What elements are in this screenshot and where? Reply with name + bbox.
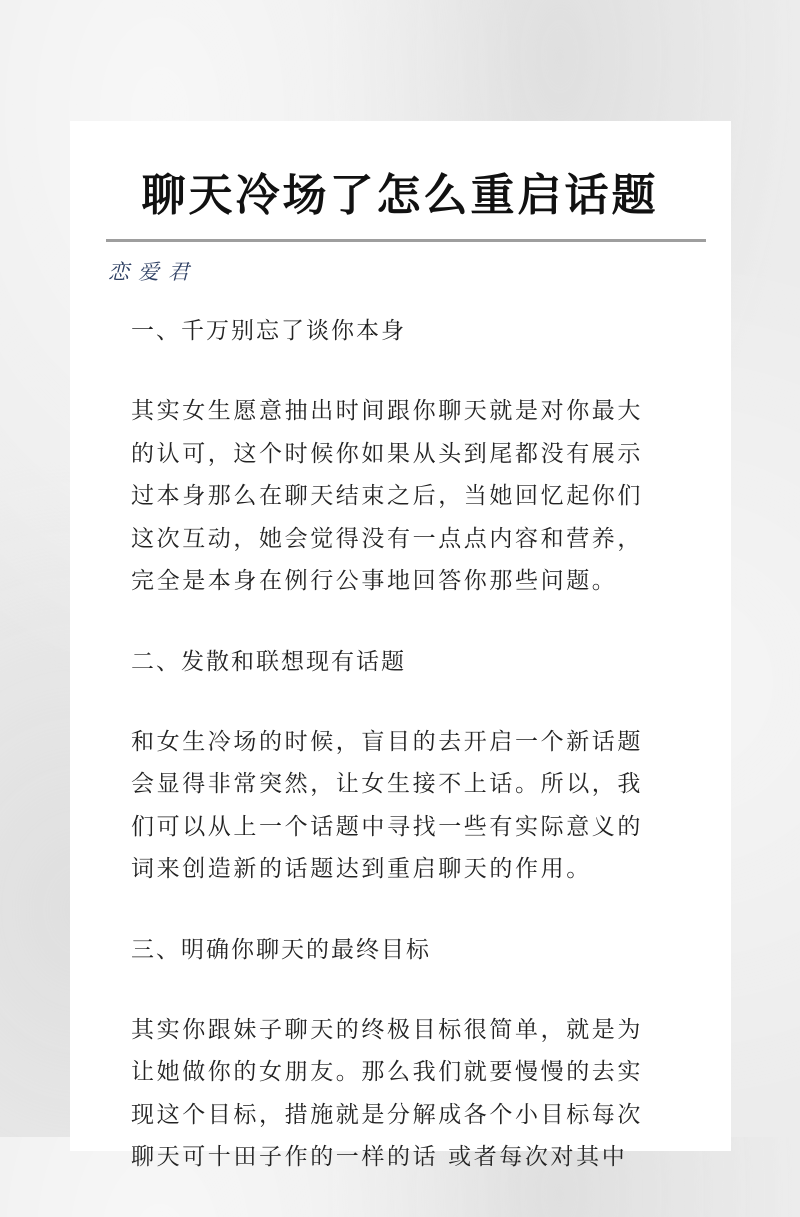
title-divider	[106, 239, 706, 242]
author-name: 恋爱君	[108, 260, 198, 284]
paragraph-line: 和女生冷场的时候，盲目的去开启一个新话题	[131, 728, 643, 755]
section-2	[131, 641, 691, 891]
paragraph-line: 其实你跟妹子聊天的终极目标很简单，就是为	[131, 1016, 643, 1043]
paragraph-line: 其实女生愿意抽出时间跟你聊天就是对你最大	[131, 398, 643, 424]
paragraph-line: 会显得非常突然，让女生接不上话。所以，我	[131, 771, 643, 797]
paragraph-line: 完全是本身在例行公事地回答你那些问题。	[131, 568, 618, 594]
paragraph-line: 聊天可十田子作的一样的话 或者每次对其中	[131, 1144, 628, 1170]
section-3	[131, 929, 691, 1179]
article-body	[131, 310, 691, 1217]
section-paragraph	[131, 390, 691, 603]
section-paragraph	[131, 721, 691, 891]
paragraph-line: 的认可，这个时候你如果从头到尾都没有展示	[131, 440, 643, 467]
section-paragraph	[131, 1009, 691, 1179]
paragraph-line: 现这个目标，措施就是分解成各个小目标每次	[131, 1101, 643, 1128]
paragraph-line: 词来创造新的话题达到重启聊天的作用。	[131, 856, 592, 882]
section-heading: 三、明确你聊天的最终目标	[131, 936, 431, 963]
section-heading: 一、千万别忘了谈你本身	[131, 318, 406, 344]
paragraph-line: 过本身那么在聊天结束之后，当她回忆起你们	[131, 483, 643, 509]
article-title: 聊天冷场了怎么重启话题	[141, 170, 659, 221]
paragraph-line: 这次互动，她会觉得没有一点点内容和营养，	[131, 525, 643, 552]
section-1	[131, 310, 691, 603]
section-heading: 二、发散和联想现有话题	[131, 648, 406, 675]
paragraph-line: 们可以从上一个话题中寻找一些有实际意义的	[131, 813, 643, 840]
paragraph-line: 让她做你的女朋友。那么我们就要慢慢的去实	[131, 1059, 643, 1085]
